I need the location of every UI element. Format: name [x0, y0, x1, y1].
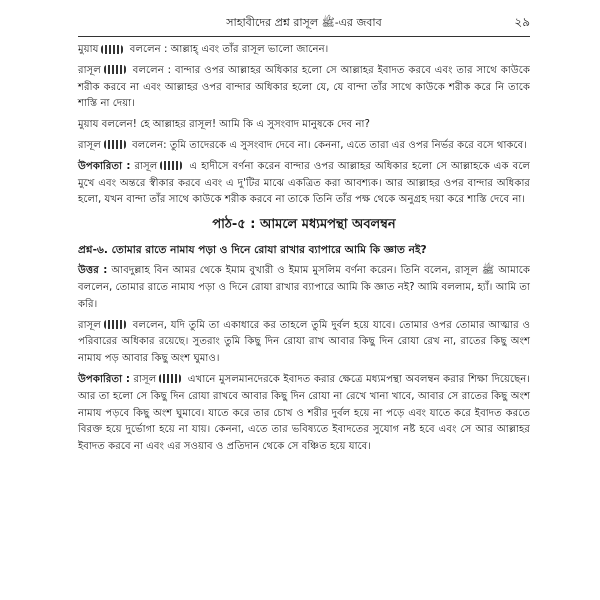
page-number: ২৯	[514, 15, 530, 29]
paragraph	[78, 42, 530, 59]
paragraph	[78, 372, 530, 456]
question-heading: প্রশ্ন-৬. তোমার রাতে নামায পড়া ও দিনে রোযা রাখার ব্যাপারে আমি কি জ্ঞাত নই?	[78, 244, 427, 257]
benefit-label: উপকারিতা :	[78, 373, 130, 385]
paragraph	[78, 63, 530, 113]
speaker: রাসূল	[78, 139, 101, 151]
paragraph-text: মুয়ায বললেন! হে আল্লাহর রাসূল! আমি কি এ সুসংবাদ মানুষকে দেব না?	[78, 119, 370, 131]
paragraph-text: এ হাদীসে বর্ণনা করেন বান্দার ওপর আল্লাহর অধিকার হলো সে আল্লাহকে এক বলে মুখে এবং অন্তরে স্বীকার করবে এবং এ দু'টির মাঝে একত্রিত করা আবশ্যক। আর আল্লাহর ওপর বান্দার অধিকার হলো, যখন বান্দা তাঁর সাথে কাউকে শরীক করবে না তাকে তিনি তাঁর পক্ষ থেকে অনুগ্রহ দয়া করে শাস্তি দেবে না।	[78, 160, 530, 206]
paragraph-text: বললেন: তুমি তাদেরকে এ সুসংবাদ দেবে না। কেননা, এতে তারা এর ওপর নির্ভর করে বসে থাকবে।	[128, 139, 527, 151]
pbuh-ligature-icon	[104, 140, 126, 149]
pbuh-ligature-icon	[101, 45, 123, 54]
speaker: মুয়ায	[78, 44, 99, 55]
book-page	[78, 0, 530, 600]
speaker: রাসূল	[129, 373, 157, 385]
paragraph	[78, 318, 530, 368]
pbuh-ligature-icon	[104, 65, 126, 74]
paragraph	[78, 117, 530, 134]
paragraph	[78, 159, 530, 209]
header-title: সাহাবীদের প্রশ্ন রাসূল ﷺ-এর জবাব	[226, 16, 382, 29]
paragraph-text: এখানে মুসলমানদেরকে ইবাদত করার ক্ষেত্রে মধ্যমপন্থা অবলম্বন করার শিক্ষা দিয়েছেন। আর তা হলো সে কিছু দিন রোযা রাখবে আবার কিছু দিন রোযা না রেখে খানা খাবে, আবার সে রাতের কিছু অংশ নামায পড়বে কিছু অংশ ঘুমাবে। যাতে করে তার চোখ ও শরীর দুর্বল হয়ে না পড়ে এবং যাতে করে ইবাদত করতে বিরক্ত হয়ে দুর্ভোগা হয়ে না যায়। কেননা, এতে তার ভবিষ্যতে ইবাদতের সুযোগ নষ্ট হবে এবং সে আর আল্লাহর ইবাদত করবে না এবং এর সওয়াব ও প্রতিদান থেকে সে বঞ্চিত হয়ে যাবে।	[78, 373, 531, 453]
paragraph-text: বললেন, যদি তুমি তা একাধারে কর তাহলে তুমি দুর্বল হয়ে যাবে। তোমার ওপর তোমার আত্মার ও পরিবারের অধিকার রয়েছে। সুতরাং তুমি কিছু দিন রোযা রাখ আবার কিছু দিন রোযা রেখ না, রাতের কিছু অংশ নামায পড় আবার কিছু অংশ ঘুমাও।	[78, 319, 530, 365]
paragraph-text: আবদুল্লাহ বিন আমর থেকে ইমাম বুখারী ও ইমাম মুসলিম বর্ণনা করেন। তিনি বলেন, রাসূল ﷺ আমাকে বললেন, তোমার রাতে নামায পড়া ও দিনে রোযা রাখার ব্যাপারে আমি কি জ্ঞাত নই? আমি বললাম, হ্যাঁ। আমি তা করি।	[78, 265, 530, 310]
speaker: রাসূল	[78, 319, 101, 331]
speaker: রাসূল	[130, 160, 158, 172]
paragraph	[78, 263, 530, 313]
benefit-label: উপকারিতা :	[78, 160, 131, 172]
paragraph-text: বললেন : বান্দার ওপর আল্লাহর অধিকার হলো সে আল্লাহর ইবাদত করবে এবং তার সাথে কাউকে শরীক করবে না এবং আল্লাহর ওপর বান্দার অধিকার হলো যে, যে বান্দা তাঁর সাথে কাউকে শরীক করে নি তাকে শাস্তি না দেয়া।	[78, 64, 530, 110]
pbuh-ligature-icon	[159, 374, 181, 383]
speaker: রাসূল	[78, 64, 101, 76]
paragraph	[78, 138, 530, 155]
page-body	[78, 42, 530, 460]
header-rule	[78, 36, 530, 37]
running-header	[78, 14, 530, 34]
answer-label: উত্তর :	[78, 265, 108, 277]
section-heading: পাঠ-৫ : আমলে মধ্যমপন্থা অবলম্বন	[212, 217, 396, 233]
pbuh-ligature-icon	[160, 161, 182, 170]
paragraph-text: বললেন : আল্লাহ্ এবং তাঁর রাসূল ভালো জানেন।	[126, 44, 329, 55]
pbuh-ligature-icon	[104, 320, 126, 329]
